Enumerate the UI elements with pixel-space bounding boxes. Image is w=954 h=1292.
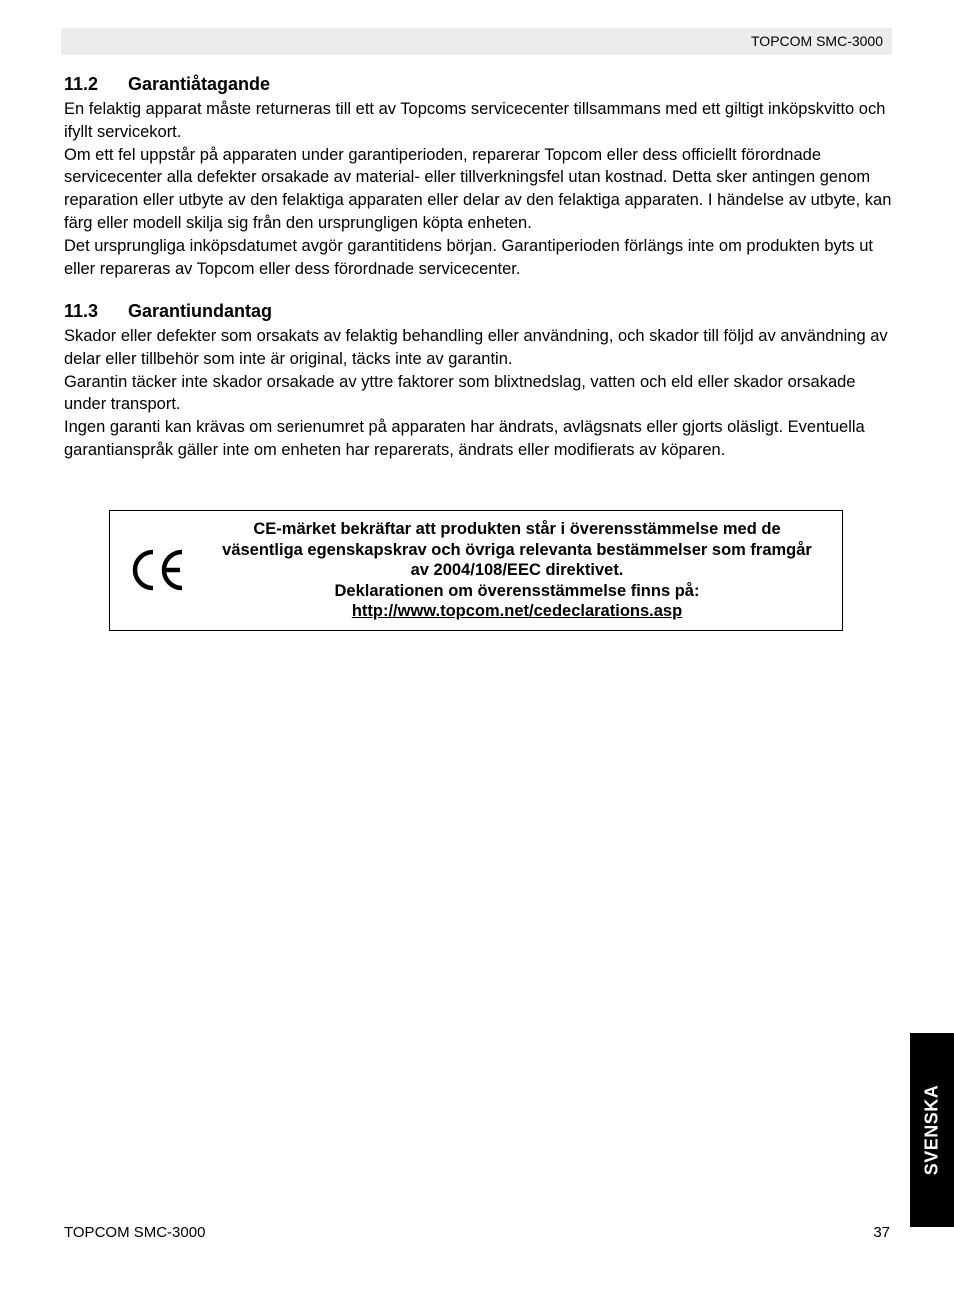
ce-declaration-link[interactable]: http://www.topcom.net/cedeclarations.asp: [351, 602, 683, 621]
footer-title: TOPCOM SMC-3000: [64, 1224, 206, 1241]
ce-declaration-text: CE-märket bekräftar att produkten står i överensstämmelse med de väsentliga egenskapskrav och övriga relevanta bestämmelser som framgår av 2004/108/EEC direktivet.: [222, 520, 812, 580]
paragraph: En felaktig apparat måste returneras till ett av Topcoms servicecenter tillsammans med ett giltigt inköpskvitto och ifyllt servicekort.: [64, 100, 886, 141]
section-number: 11.3: [64, 301, 99, 321]
paragraph: Det ursprungliga inköpsdatumet avgör garantitidens början. Garantiperioden förlängs inte om produkten byts ut eller repareras av Topcom eller dess förordnade servicecenter.: [64, 236, 873, 278]
page-header: [61, 28, 892, 55]
section-title: Garantiåtagande: [128, 74, 271, 94]
ce-declaration-location: Deklarationen om överensstämmelse finns på:: [334, 581, 700, 600]
section-warranty-exclusions: [64, 300, 894, 462]
section-heading: [64, 300, 894, 322]
paragraph: Om ett fel uppstår på apparaten under garantiperioden, reparerar Topcom eller dess officiellt förordnade servicecenter alla defekter orsakade av material- eller tillverkningsfel utan kostnad. Detta sker antingen genom reparation eller utbyte av den felaktiga apparaten eller delar av den felaktiga apparaten. I händelse av utbyte, kan färg eller modell skilja sig från den ursprungligen köpta enheten.: [64, 145, 892, 232]
section-heading: [64, 73, 894, 95]
paragraph: Ingen garanti kan krävas om serienumret på apparaten har ändrats, avlägsnats eller gjorts oläsligt. Eventuella garantianspråk gäller inte om enheten har reparerats, ändrats eller modifierats av köparen.: [64, 418, 865, 459]
language-tab-label: SVENSKA: [921, 1084, 942, 1176]
section-warranty-commitment: [64, 73, 894, 280]
ce-notice-box: [109, 510, 843, 631]
ce-notice-text: [220, 519, 814, 622]
page-number: 37: [873, 1224, 890, 1241]
paragraph: Skador eller defekter som orsakats av felaktig behandling eller användning, och skador till följd av användning av delar eller tillbehör som inte är original, täcks inte av garantin.: [64, 327, 888, 368]
header-title: TOPCOM SMC-3000: [751, 33, 883, 49]
section-number: 11.2: [64, 74, 99, 94]
paragraph: Garantin täcker inte skador orsakade av yttre faktorer som blixtnedslag, vatten och eld eller skador orsakade under transport.: [64, 372, 856, 414]
language-tab: [910, 1033, 954, 1227]
ce-mark-icon: [128, 547, 188, 593]
section-title: Garantiundantag: [128, 301, 273, 321]
